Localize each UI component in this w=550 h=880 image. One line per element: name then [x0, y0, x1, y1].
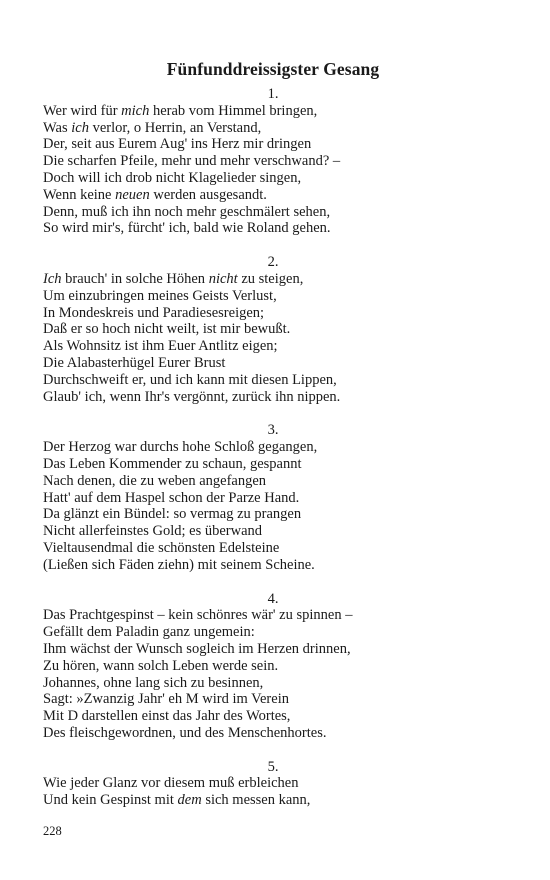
- verse-line: [43, 473, 503, 490]
- verse-text: Der Herzog war durchs hohe Schloß gegangen,: [43, 439, 318, 456]
- verse-text: Ihm wächst der Wunsch sogleich im Herzen drinnen,: [43, 640, 351, 657]
- verse-line: [43, 557, 503, 574]
- verse-line: [43, 120, 503, 137]
- verse-line: [43, 540, 503, 557]
- verse-text: Wenn keine: [43, 186, 116, 203]
- verse-line: [43, 506, 503, 523]
- verse-line: [43, 103, 503, 120]
- stanza: [43, 591, 503, 742]
- verse-line: [43, 641, 503, 658]
- verse-line: [43, 658, 503, 675]
- verse-text: herab vom Himmel bringen,: [149, 102, 318, 119]
- verse-emphasis: mich: [121, 102, 150, 119]
- verse-text: Um einzubringen meines Geists Verlust,: [43, 287, 277, 304]
- verse-text: Gefällt dem Paladin ganz ungemein:: [43, 624, 255, 641]
- verse-line: [43, 624, 503, 641]
- verse-line: [43, 775, 503, 792]
- verse-text: Wie jeder Glanz vor diesem muß erbleichen: [43, 775, 299, 792]
- verse-line: [43, 792, 503, 809]
- stanza: [43, 422, 503, 573]
- verse-emphasis: ich: [71, 119, 89, 136]
- verse-text: Durchschweift er, und ich kann mit diesen Lippen,: [43, 371, 337, 388]
- verse-line: [43, 355, 503, 372]
- verse-text: Nach denen, die zu weben angefangen: [43, 472, 267, 489]
- verse-line: [43, 456, 503, 473]
- verse-text: Sagt: »Zwanzig Jahr' eh M wird im Verein: [43, 691, 289, 708]
- verse-line: [43, 691, 503, 708]
- stanza-number: 2.: [267, 254, 279, 271]
- verse-text: Vieltausendmal die schönsten Edelsteine: [43, 539, 280, 556]
- verse-emphasis: dem: [177, 792, 202, 809]
- verse-text: Johannes, ohne lang sich zu besinnen,: [43, 674, 264, 691]
- verse-text: Wer wird für: [43, 102, 122, 119]
- verse-text: Zu hören, wann solch Leben werde sein.: [43, 657, 279, 674]
- verse-line: [43, 389, 503, 406]
- verse-text: Was: [43, 119, 72, 136]
- verse-line: [43, 607, 503, 624]
- verse-text: brauch' in solche Höhen: [61, 270, 209, 287]
- verse-line: [43, 288, 503, 305]
- verse-line: [43, 523, 503, 540]
- verse-line: [43, 439, 503, 456]
- page-number: 228: [43, 824, 62, 838]
- verse-text: Des fleischgewordnen, und des Menschenhortes.: [43, 724, 327, 741]
- verse-text: Da glänzt ein Bündel: so vermag zu prangen: [43, 506, 302, 523]
- verse-text: sich messen kann,: [201, 792, 311, 809]
- verse-emphasis: Ich: [43, 270, 62, 287]
- verse-text: Und kein Gespinst mit: [43, 792, 178, 809]
- poem-page: [43, 58, 503, 826]
- stanza: [43, 254, 503, 405]
- verse-text: Die scharfen Pfeile, mehr und mehr verschwand? –: [43, 153, 341, 170]
- stanza: [43, 86, 503, 237]
- verse-text: Glaub' ich, wenn Ihr's vergönnt, zurück ihn nippen.: [43, 388, 341, 405]
- verse-line: [43, 170, 503, 187]
- verse-line: [43, 271, 503, 288]
- stanza-number: 1.: [267, 86, 279, 102]
- verse-emphasis: neuen: [115, 186, 150, 203]
- verse-text: Denn, muß ich ihn noch mehr geschmälert sehen,: [43, 203, 331, 220]
- verse-text: werden ausgesandt.: [149, 186, 267, 203]
- verse-text: In Mondeskreis und Paradiesesreigen;: [43, 304, 265, 321]
- verse-text: Hatt' auf dem Haspel schon der Parze Hand.: [43, 489, 300, 506]
- verse-line: [43, 153, 503, 170]
- verse-text: Das Leben Kommender zu schaun, gespannt: [43, 455, 302, 472]
- verse-text: Der, seit aus Eurem Aug' ins Herz mir dringen: [43, 136, 312, 153]
- verse-text: Daß er so hoch nicht weilt, ist mir bewußt.: [43, 321, 291, 338]
- verse-text: Nicht allerfeinstes Gold; es überwand: [43, 523, 263, 540]
- verse-text: Als Wohnsitz ist ihm Euer Antlitz eigen;: [43, 338, 278, 355]
- verse-text: Mit D darstellen einst das Jahr des Wortes,: [43, 708, 291, 725]
- poem-title: Fünfunddreissigster Gesang: [166, 59, 380, 79]
- stanza-number: 5.: [267, 758, 279, 775]
- verse-text: Das Prachtgespinst – kein schönres wär' zu spinnen –: [43, 607, 353, 624]
- verse-text: (Ließen sich Fäden ziehn) mit seinem Scheine.: [43, 556, 315, 573]
- verse-text: zu steigen,: [237, 270, 304, 287]
- verse-text: verlor, o Herrin, an Verstand,: [88, 119, 262, 136]
- verse-text: Die Alabasterhügel Eurer Brust: [43, 354, 226, 371]
- verse-line: [43, 187, 503, 204]
- verse-line: [43, 136, 503, 153]
- verse-line: [43, 372, 503, 389]
- verse-line: [43, 338, 503, 355]
- verse-line: [43, 675, 503, 692]
- verse-line: [43, 220, 503, 237]
- stanza: [43, 759, 503, 809]
- verse-line: [43, 305, 503, 322]
- verse-text: So wird mir's, fürcht' ich, bald wie Roland gehen.: [43, 220, 331, 237]
- stanza-number: 3.: [267, 422, 279, 439]
- stanza-list: [43, 86, 503, 809]
- verse-line: [43, 490, 503, 507]
- verse-line: [43, 321, 503, 338]
- stanza-number: 4.: [267, 590, 279, 607]
- verse-line: [43, 204, 503, 221]
- verse-text: Doch will ich drob nicht Klagelieder singen,: [43, 169, 302, 186]
- verse-line: [43, 725, 503, 742]
- verse-emphasis: nicht: [208, 270, 238, 287]
- verse-line: [43, 708, 503, 725]
